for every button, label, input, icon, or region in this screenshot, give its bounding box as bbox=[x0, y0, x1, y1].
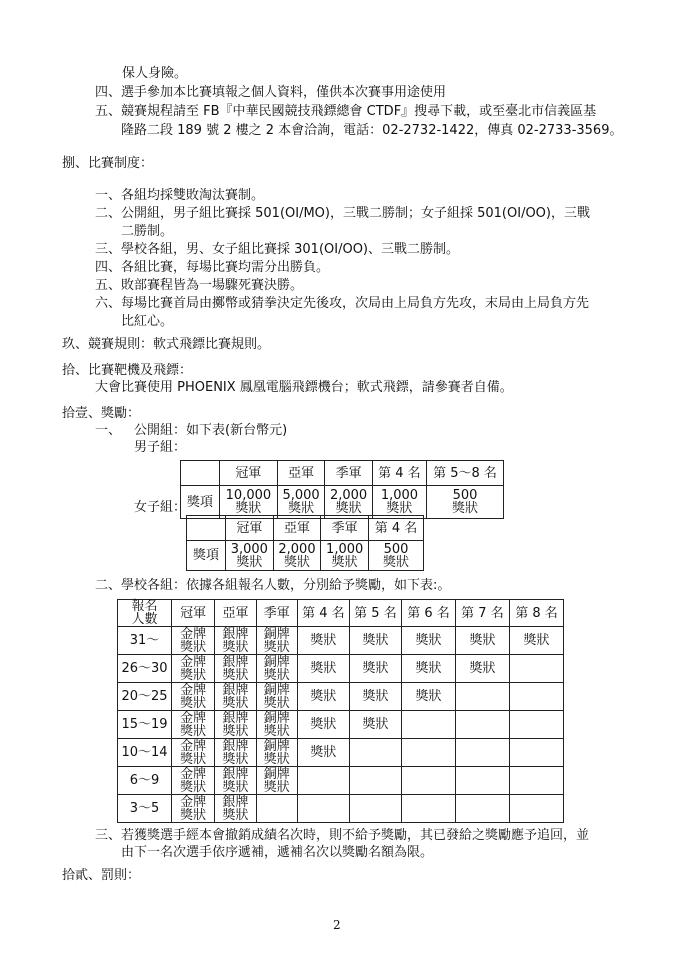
table-row bbox=[118, 795, 564, 823]
award-cell bbox=[297, 795, 349, 823]
medal-cell: 銀牌 獎狀 bbox=[215, 767, 256, 795]
award-cell bbox=[455, 739, 509, 767]
award-cell: 獎狀 bbox=[349, 683, 401, 711]
medal-cell: 銅牌 獎狀 bbox=[256, 627, 297, 655]
award-cell: 獎狀 bbox=[401, 655, 455, 683]
corner-cell: 報名 人數 bbox=[118, 600, 172, 627]
award-cell bbox=[509, 655, 563, 683]
award-cell: 獎狀 bbox=[349, 655, 401, 683]
table-cell: 5,000 獎狀 bbox=[277, 486, 325, 519]
list-item: 二、公開組，男子組比賽採 501(OI/MO)，三戰二勝制；女子組採 501(OI/OO)，三戰 bbox=[95, 206, 590, 221]
text-line: 保人身險。 bbox=[122, 66, 188, 81]
award-cell: 獎狀 bbox=[297, 739, 349, 767]
award-cell: 獎狀 bbox=[455, 655, 509, 683]
list-item: 五、敗部賽程皆為一場驟死賽決勝。 bbox=[95, 278, 304, 293]
award-cell: 獎狀 bbox=[401, 683, 455, 711]
medal-cell: 金牌 獎狀 bbox=[172, 795, 215, 823]
medal-cell bbox=[256, 795, 297, 823]
header-cell: 季軍 bbox=[325, 461, 373, 486]
award-cell: 獎狀 bbox=[297, 711, 349, 739]
award-cell bbox=[297, 767, 349, 795]
row-label: 獎項 bbox=[181, 486, 220, 519]
row-label: 15～19 bbox=[118, 711, 172, 739]
header-cell: 第 4 名 bbox=[369, 516, 424, 541]
medal-cell: 銅牌 獎狀 bbox=[256, 683, 297, 711]
header-cell: 冠軍 bbox=[226, 516, 274, 541]
table-row bbox=[118, 655, 564, 683]
medal-cell: 金牌 獎狀 bbox=[172, 627, 215, 655]
header-cell: 第 5 名 bbox=[349, 600, 401, 627]
row-label: 26～30 bbox=[118, 655, 172, 683]
medal-cell: 銅牌 獎狀 bbox=[256, 711, 297, 739]
award-cell bbox=[349, 795, 401, 823]
award-cell: 獎狀 bbox=[349, 627, 401, 655]
list-item: 二勝制。 bbox=[121, 224, 174, 239]
male-award-table bbox=[180, 460, 504, 519]
row-label: 3～5 bbox=[118, 795, 172, 823]
award-cell: 獎狀 bbox=[455, 627, 509, 655]
row-label: 20～25 bbox=[118, 683, 172, 711]
award-cell: 獎狀 bbox=[297, 683, 349, 711]
list-item: 四、各組比賽，每場比賽均需分出勝負。 bbox=[95, 260, 330, 275]
list-item: 六、每場比賽首局由擲幣或猜拳決定先後攻，次局由上局負方先攻，末局由上局負方先 bbox=[95, 296, 590, 311]
section-heading: 拾、比賽靶機及飛鏢： bbox=[62, 363, 193, 378]
award-cell bbox=[455, 795, 509, 823]
award-cell bbox=[455, 767, 509, 795]
row-label: 6～9 bbox=[118, 767, 172, 795]
table-label: 女子組： bbox=[134, 500, 187, 515]
list-item: 三、若獲獎選手經本會撤銷成績名次時，則不給予獎勵，其已發給之獎勵應予追回，並 bbox=[95, 828, 590, 843]
medal-cell: 金牌 獎狀 bbox=[172, 683, 215, 711]
header-cell: 亞軍 bbox=[273, 516, 321, 541]
table-row bbox=[118, 739, 564, 767]
medal-cell: 金牌 獎狀 bbox=[172, 655, 215, 683]
text-line: 隆路二段 189 號 2 樓之 2 本會洽詢，電話：02-2732-1422，傳真 02-2733-3569。 bbox=[121, 123, 623, 138]
medal-cell: 銅牌 獎狀 bbox=[256, 655, 297, 683]
section-heading: 拾壹、獎勵： bbox=[62, 406, 141, 421]
award-cell bbox=[349, 739, 401, 767]
school-award-table bbox=[117, 599, 564, 823]
list-item: 比紅心。 bbox=[121, 314, 174, 329]
award-cell: 獎狀 bbox=[401, 627, 455, 655]
text-line: 四、選手參加本比賽填報之個人資料，僅供本次賽事用途使用 bbox=[95, 85, 447, 100]
medal-cell: 金牌 獎狀 bbox=[172, 739, 215, 767]
medal-cell: 銀牌 獎狀 bbox=[215, 627, 256, 655]
header-cell: 第 4 名 bbox=[297, 600, 349, 627]
female-award-table bbox=[186, 515, 424, 571]
text-line: 五、競賽規程請至 FB『中華民國競技飛鏢總會 CTDF』搜尋下載，或至臺北市信義區基 bbox=[95, 104, 597, 119]
award-cell bbox=[455, 683, 509, 711]
table-row bbox=[118, 683, 564, 711]
table-cell: 2,000 獎狀 bbox=[273, 541, 321, 571]
table-cell: 10,000 獎狀 bbox=[220, 486, 278, 519]
table-row bbox=[118, 711, 564, 739]
award-cell bbox=[349, 767, 401, 795]
table-cell: 1,000 獎狀 bbox=[321, 541, 369, 571]
row-label: 10～14 bbox=[118, 739, 172, 767]
section-heading: 玖、競賽規則：軟式飛鏢比賽規則。 bbox=[62, 337, 271, 352]
list-number: 一、 bbox=[95, 423, 122, 438]
award-cell: 獎狀 bbox=[297, 627, 349, 655]
table-cell: 500 獎狀 bbox=[369, 541, 424, 571]
award-cell bbox=[509, 683, 563, 711]
header-cell: 亞軍 bbox=[215, 600, 256, 627]
header-cell: 第 8 名 bbox=[509, 600, 563, 627]
list-item: 三、學校各組，男、女子組比賽採 301(OI/OO)、三戰二勝制。 bbox=[95, 242, 460, 257]
award-cell bbox=[455, 711, 509, 739]
table-cell: 3,000 獎狀 bbox=[226, 541, 274, 571]
medal-cell: 銀牌 獎狀 bbox=[215, 683, 256, 711]
section-heading: 拾貳、罰則： bbox=[62, 868, 141, 883]
medal-cell: 銀牌 獎狀 bbox=[215, 711, 256, 739]
award-cell bbox=[509, 795, 563, 823]
table-cell: 2,000 獎狀 bbox=[325, 486, 373, 519]
medal-cell: 銀牌 獎狀 bbox=[215, 795, 256, 823]
list-item: 一、各組均採雙敗淘汰賽制。 bbox=[95, 188, 265, 203]
medal-cell: 金牌 獎狀 bbox=[172, 767, 215, 795]
text-line: 公開組：如下表(新台幣元) bbox=[134, 423, 288, 438]
header-cell: 冠軍 bbox=[220, 461, 278, 486]
header-cell: 亞軍 bbox=[277, 461, 325, 486]
header-cell: 第 6 名 bbox=[401, 600, 455, 627]
row-label: 獎項 bbox=[187, 541, 226, 571]
award-cell bbox=[509, 767, 563, 795]
list-item: 由下一名次選手依序遞補，遞補名次以獎勵名額為限。 bbox=[121, 845, 434, 860]
table-row bbox=[118, 767, 564, 795]
row-label: 31～ bbox=[118, 627, 172, 655]
text-line: 大會比賽使用 PHOENIX 鳳凰電腦飛鏢機台；軟式飛鏢，請參賽者自備。 bbox=[95, 380, 513, 395]
table-label: 男子組： bbox=[134, 440, 187, 455]
award-cell bbox=[401, 739, 455, 767]
header-cell: 第 7 名 bbox=[455, 600, 509, 627]
medal-cell: 銅牌 獎狀 bbox=[256, 767, 297, 795]
award-cell bbox=[401, 711, 455, 739]
award-cell bbox=[509, 711, 563, 739]
section-heading: 捌、比賽制度： bbox=[62, 156, 154, 171]
award-cell bbox=[509, 739, 563, 767]
medal-cell: 銅牌 獎狀 bbox=[256, 739, 297, 767]
header-cell: 第 5～8 名 bbox=[427, 461, 504, 486]
award-cell: 獎狀 bbox=[349, 711, 401, 739]
award-cell bbox=[401, 795, 455, 823]
medal-cell: 銀牌 獎狀 bbox=[215, 739, 256, 767]
award-cell: 獎狀 bbox=[509, 627, 563, 655]
medal-cell: 銀牌 獎狀 bbox=[215, 655, 256, 683]
header-cell: 季軍 bbox=[321, 516, 369, 541]
table-cell: 500 獎狀 bbox=[427, 486, 504, 519]
list-item: 二、學校各組：依據各組報名人數，分別給予獎勵，如下表:。 bbox=[95, 578, 451, 593]
table-row bbox=[118, 627, 564, 655]
header-cell: 冠軍 bbox=[172, 600, 215, 627]
header-cell: 季軍 bbox=[256, 600, 297, 627]
page-number: 2 bbox=[333, 918, 341, 932]
table-cell: 1,000 獎狀 bbox=[372, 486, 426, 519]
header-cell: 第 4 名 bbox=[372, 461, 426, 486]
award-cell bbox=[401, 767, 455, 795]
award-cell: 獎狀 bbox=[297, 655, 349, 683]
medal-cell: 金牌 獎狀 bbox=[172, 711, 215, 739]
